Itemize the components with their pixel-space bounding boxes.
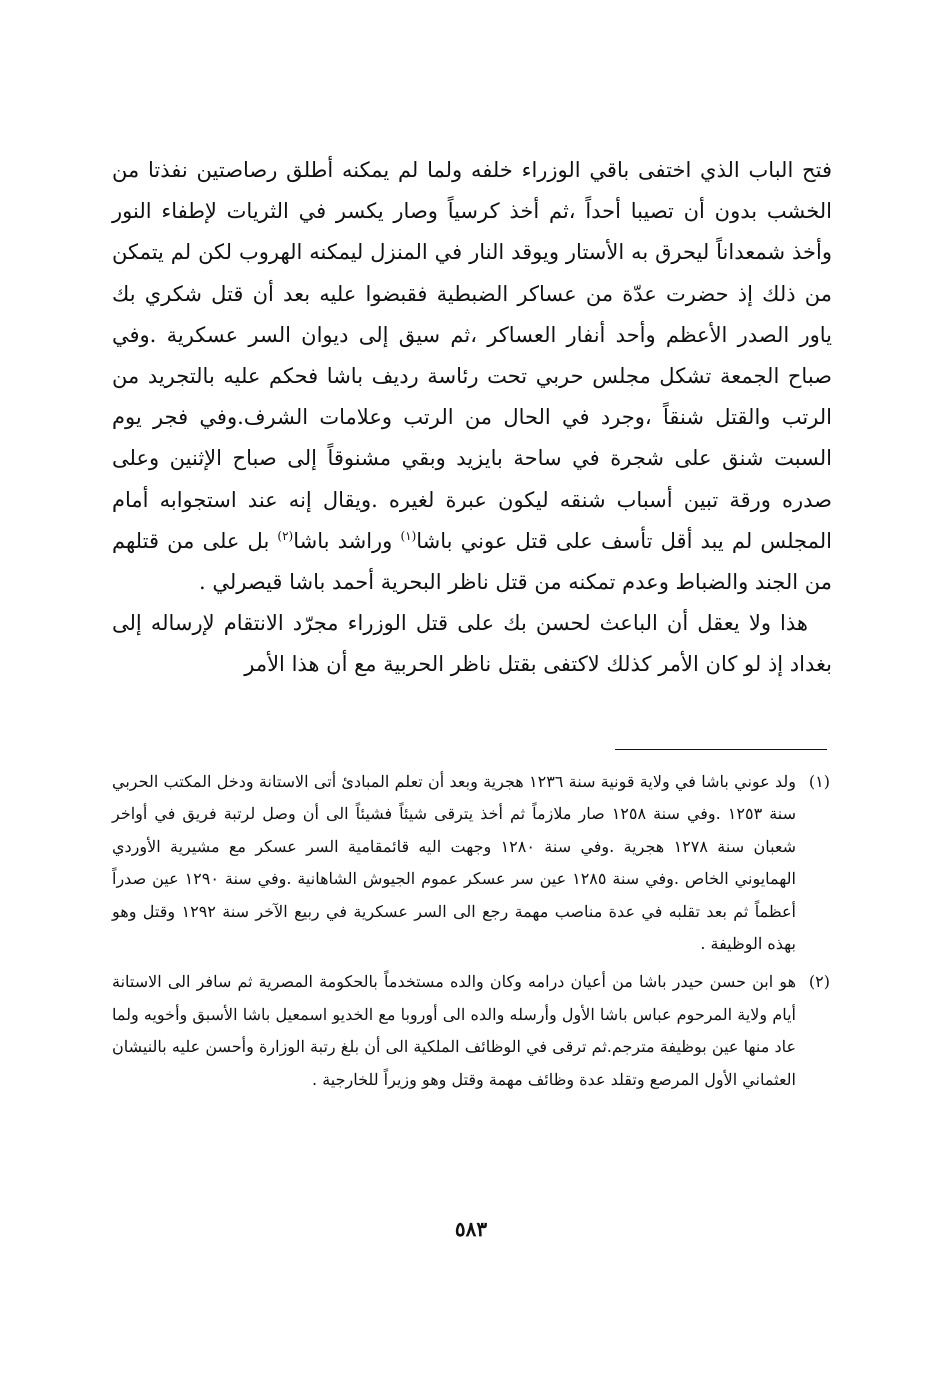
footnote-number: (١): [808, 772, 830, 791]
footnote-ref-2: (٢): [277, 528, 294, 543]
footnote-text: ولد عوني باشا في ولاية قونية سنة ١٢٣٦ هجرية وبعد أن تعلم المبادئ أتى الاستانة ودخل المكتب الحربي سنة ١٢٥٣ .وفي سنة ١٢٥٨ صار ملازماً ثم أخذ يترقى شيئاً فشيئاً الى أن وصل لرتبة فريق في أواخر شعبان سنة ١٢٧٨ هجرية .وفي سنة ١٢٨٠ وجهت اليه قائمقامية السر عسكر مع مشيرية الأوردي الهمايوني الخاص .وفي سنة ١٢٨٥ عين سر عسكر عموم الجيوش الشاهانية .وفي سنة ١٢٩٠ عين صدراً أعظماً ثم بعد تقلبه في عدة مناصب مهمة رجع الى السر عسكرية في ربيع الآخر سنة ١٢٩٢ وقتل وهو بهذه الوظيفة .: [112, 772, 797, 954]
footnotes-section: [112, 766, 830, 1102]
paragraph-2: هذا ولا يعقل أن الباعث لحسن بك على قتل الوزراء مجرّد الانتقام لإرساله إلى بغداد إذ لو كان الأمر كذلك لاكتفى بقتل ناظر الحربية مع أن هذا الأمر: [112, 611, 832, 677]
page-number: ٥٨٣: [454, 1217, 488, 1241]
footnote-ref-1: (١): [400, 528, 417, 543]
main-text-body: [112, 150, 832, 686]
footnote-separator: [615, 749, 827, 750]
footnote-text: هو ابن حسن حيدر باشا من أعيان درامه وكان والده مستخدماً بالحكومة المصرية ثم سافر الى الاستانة أيام ولاية المرحوم عباس باشا الأول وأرسله والده الى أوروبا مع الخديو اسمعيل باشا الأسبق وأخويه ولما عاد منها عين بوظيفة مترجم.ثم ترقى في الوظائف الملكية الى أن بلغ رتبة الوزارة وأحسن عليه بالنيشان العثماني الأول المرصع وتقلد عدة وظائف مهمة وقتل وهو وزيراً للخارجية .: [112, 972, 796, 1089]
paragraph-1-end: بل على من قتلهم من الجند والضباط وعدم تمكنه من قتل ناظر البحرية أحمد باشا قيصرلي .: [112, 528, 832, 595]
footnote-number: (٢): [808, 972, 830, 992]
footnote-1: [112, 766, 830, 960]
paragraph-1-text: فتح الباب الذي اختفى باقي الوزراء خلفه ولما لم يمكنه أطلق رصاصتين نفذتا من الخشب بدون أن تصيبا أحداً ،ثم أخذ كرسياً وصار يكسر في الثريات لإطفاء النور وأخذ شمعداناً ليحرق به الأستار ويوقد النار في المنزل ليمكنه الهروب لكن لم يتمكن من ذلك إذ حضرت عدّة من عساكر الضبطية فقبضوا عليه بعد أن قتل شكري بك ياور الصدر الأعظم وأحد أنفار العساكر ،ثم سيق إلى ديوان السر عسكرية .وفي صباح الجمعة تشكل مجلس حربي تحت رئاسة رديف باشا فحكم عليه بالتجريد من الرتب والقتل شنقاً ،وجرد في الحال من الرتب وعلامات الشرف.وفي فجر يوم السبت شنق على شجرة في ساحة بايزيد وبقي مشنوقاً إلى صباح الإثنين وعلى صدره ورقة تبين أسباب شنقه ليكون عبرة لغيره .ويقال إنه عند استجوابه أمام المجلس لم يبد أقل تأسف على قتل عوني باشا: [112, 158, 832, 553]
paragraph-1: [112, 150, 832, 603]
footnote-2: [112, 966, 830, 1096]
paragraph-1-mid: وراشد باشا: [293, 528, 401, 553]
